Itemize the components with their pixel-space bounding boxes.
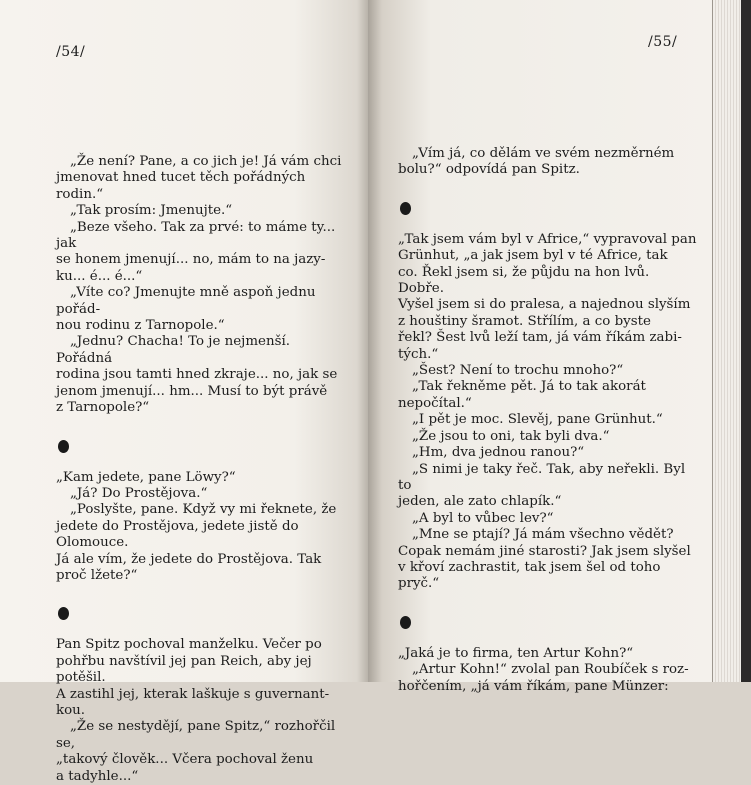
line: „S nimi je taky řeč. Tak, aby neřekli. Byl to xyxy=(398,461,686,493)
anecdote-prostejov xyxy=(56,470,346,585)
line: Pan Spitz pochoval manželku. Večer po xyxy=(56,637,322,653)
page-number-left: /54/ xyxy=(56,44,86,60)
line: „I pět je moc. Slevěj, pane Grünhut.“ xyxy=(412,412,663,428)
line: „Tak prosím: Jmenujte.“ xyxy=(70,203,233,219)
line: nepočítal.“ xyxy=(398,395,472,411)
line: řekl? Šest lvů leží tam, já vám říkám zabi- xyxy=(398,330,682,346)
line: pryč.“ xyxy=(398,576,440,592)
right-text xyxy=(398,146,698,695)
line: ku... é... é...“ xyxy=(56,268,143,284)
left-text xyxy=(56,154,346,785)
section-separator-dot xyxy=(58,607,69,620)
section-separator-dot xyxy=(58,440,69,453)
line: „Kam jedete, pane Löwy?“ xyxy=(56,469,236,485)
line: pohřbu navštívil jej pan Reich, aby jej potěšil. xyxy=(56,653,312,686)
line: jedete do Prostějova, jedete jistě do Olomouce. xyxy=(56,518,299,551)
page-edges xyxy=(712,0,751,682)
line: „Šest? Není to trochu mnoho?“ xyxy=(412,363,624,379)
section-separator-dot xyxy=(400,202,411,215)
line: „Víte co? Jmenujte mně aspoň jednu pořád- xyxy=(56,285,316,317)
line: jenom jmenují... hm... Musí to být právě xyxy=(56,383,328,399)
line: „A byl to vůbec lev?“ xyxy=(412,510,554,526)
line: z Tarnopole?“ xyxy=(56,400,150,416)
line: A zastihl jej, kterak laškuje s guvernant- xyxy=(56,686,330,702)
line: „Artur Kohn!“ zvolal pan Roubíček s roz- xyxy=(412,662,689,678)
line: hořčením, „já vám říkám, pane Münzer: xyxy=(398,678,669,694)
anecdote-spitz-end xyxy=(398,146,698,179)
line: „Že jsou to oni, tak byli dva.“ xyxy=(412,428,610,444)
right-page xyxy=(368,0,718,694)
line: se honem jmenují... no, mám to na jazy- xyxy=(56,252,326,268)
line: tých.“ xyxy=(398,346,439,362)
section-separator-dot xyxy=(400,616,411,629)
line: v křoví zachrastit, tak jsem šel od toho xyxy=(398,559,661,575)
line: „Že se nestydějí, pane Spitz,“ rozhořčil se, xyxy=(56,719,336,751)
anecdote-africa xyxy=(398,232,698,593)
line: jeden, ale zato chlapík.“ xyxy=(398,494,562,510)
line: co. Řekl jsem si, že půjdu na hon lvů. Dobře. xyxy=(398,264,650,297)
line: z houštiny šramot. Střílím, a co byste xyxy=(398,313,651,329)
line: „Vím já, co dělám ve svém nezměrném xyxy=(412,146,675,161)
line: Vyšel jsem si do pralesa, a najednou slyším xyxy=(398,297,691,313)
line: „Já? Do Prostějova.“ xyxy=(70,485,208,501)
anecdote-kohn xyxy=(398,646,698,695)
line: jmenovat hned tucet těch pořádných rodin.“ xyxy=(56,170,306,202)
line: Copak nemám jiné starosti? Jak jsem slyšel xyxy=(398,543,691,559)
line: „Jednu? Chacha! To je nejmenší. Pořádná xyxy=(56,334,290,366)
background-strip xyxy=(741,0,751,682)
line: Já ale vím, že jedete do Prostějova. Tak xyxy=(56,551,322,567)
line: „Poslyšte, pane. Když vy mi řeknete, že xyxy=(70,502,337,518)
page-number-right: /55/ xyxy=(648,34,678,50)
line: „Že není? Pane, a co jich je! Já vám chci xyxy=(70,154,342,169)
line: „Tak řekněme pět. Já to tak akorát xyxy=(412,379,646,395)
line: nou rodinu z Tarnopole.“ xyxy=(56,318,225,334)
line: bolu?“ odpovídá pan Spitz. xyxy=(398,162,580,178)
anecdote-spitz xyxy=(56,637,346,785)
line: rodina jsou tamti hned zkraje... no, jak se xyxy=(56,367,338,383)
line: „Jaká je to firma, ten Artur Kohn?“ xyxy=(398,645,634,661)
line: „Hm, dva jednou ranou?“ xyxy=(412,445,585,461)
line: Grünhut, „a jak jsem byl v té Africe, tak xyxy=(398,248,668,264)
line: „Tak jsem vám byl v Africe,“ vypravoval pan xyxy=(398,231,697,247)
line: a tadyhle...“ xyxy=(56,768,139,784)
line: „Beze všeho. Tak za prvé: to máme ty... jak xyxy=(56,219,336,252)
line: „takový člověk... Včera pochoval ženu xyxy=(56,752,314,768)
line: proč lžete?“ xyxy=(56,567,138,583)
line: „Mne se ptají? Já mám všechno vědět? xyxy=(412,527,674,543)
left-page xyxy=(0,0,368,784)
anecdote-tarnopol xyxy=(56,154,346,417)
line: kou. xyxy=(56,702,86,718)
